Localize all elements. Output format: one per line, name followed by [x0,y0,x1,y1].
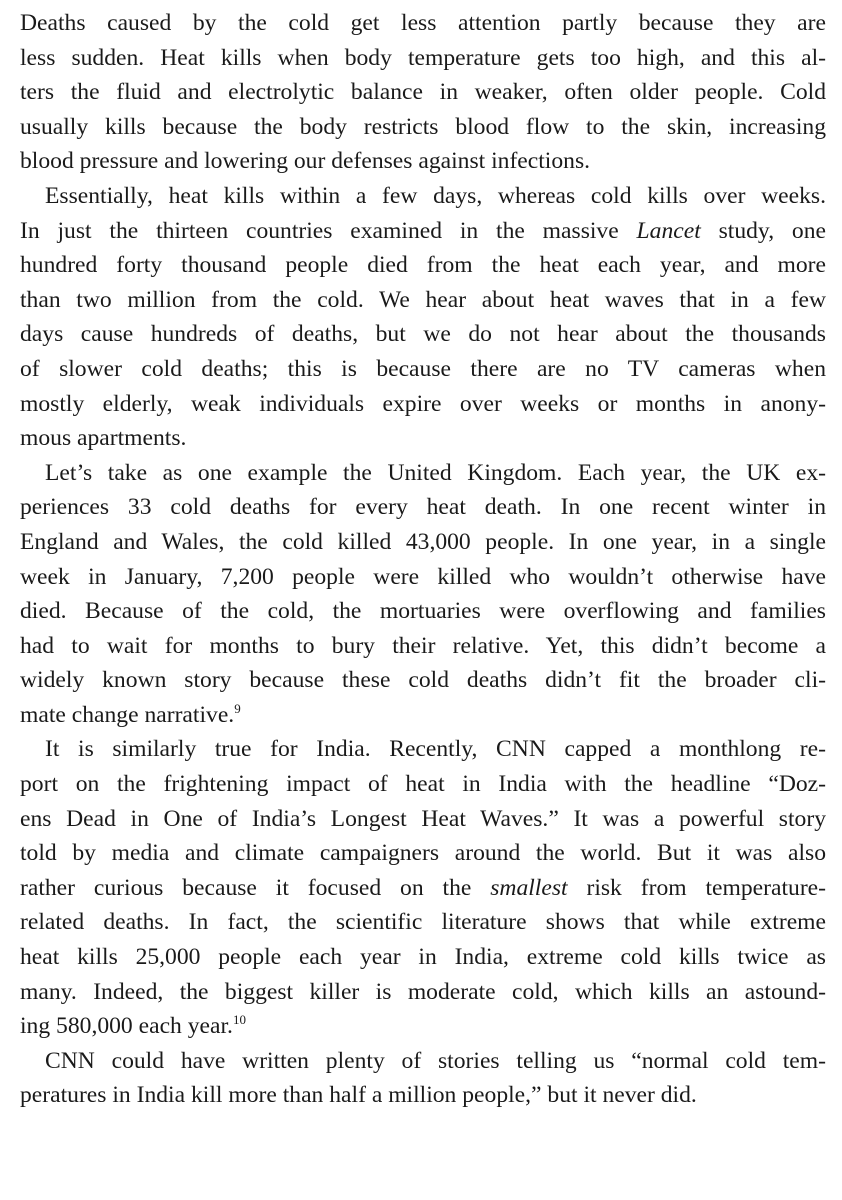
text-line: In just the thirteen countries examined in the massive Lancet study, one [20,217,826,244]
text-line: rather curious because it focused on the smallest risk from temperature- [20,874,826,901]
text-line: many. Indeed, the biggest killer is moderate cold, which kills an astound- [20,978,826,1005]
text-line: Let’s take as one example the United Kingdom. Each year, the UK ex- [45,459,826,486]
text-line-with-footnote [20,1009,826,1044]
text-line: had to wait for months to bury their relative. Yet, this didn’t become a [20,632,826,659]
text-line: ters the fluid and electrolytic balance in weaker, often older people. Cold [20,79,826,106]
text-line: Deaths caused by the cold get less attention partly because they are [20,10,826,36]
text-line: Essentially, heat kills within a few days, whereas cold kills over weeks. [45,182,826,209]
text-line: died. Because of the cold, the mortuaries were overflowing and families [20,598,826,625]
emphasis: smallest [490,874,568,901]
paragraph-heat-vs-cold [20,179,826,456]
text-line: mous apartments. [20,425,187,452]
text-line: ens Dead in One of India’s Longest Heat Waves.” It was a powerful story [20,805,826,832]
paragraph-cnn [20,1044,826,1113]
text-line: week in January, 7,200 people were killed who wouldn’t otherwise have [20,563,826,590]
text-line: widely known story because these cold deaths didn’t fit the broader cli- [20,667,826,694]
footnote-marker: 9 [234,700,241,716]
text-line: of slower cold deaths; this is because there are no TV cameras when [20,355,826,382]
text-line: than two million from the cold. We hear about heat waves that in a few [20,286,826,313]
emphasis: Lancet [636,217,701,244]
text-line: usually kills because the body restricts blood flow to the skin, increasing [20,113,826,140]
text-line: mostly elderly, weak individuals expire over weeks or months in anony- [20,390,826,417]
text-line: related deaths. In fact, the scientific literature shows that while extreme [20,909,826,936]
text-line: England and Wales, the cold killed 43,000 people. In one year, in a single [20,528,826,555]
text-line: heat kills 25,000 people each year in India, extreme cold kills twice as [20,944,826,971]
text-line: hundred forty thousand people died from the heat each year, and more [20,252,826,279]
text-line-with-footnote [20,698,826,733]
book-page [20,6,826,1113]
text-line: less sudden. Heat kills when body temperature gets too high, and this al- [20,44,826,71]
text-line: mate change narrative. [20,701,235,728]
paragraph-cold-attention [20,6,826,179]
text-line: blood pressure and lowering our defenses against infections. [20,148,591,175]
text-line: CNN could have written plenty of stories telling us “normal cold tem- [45,1047,826,1074]
text-line: told by media and climate campaigners around the world. But it was also [20,840,826,867]
text-line: ing 580,000 each year. [20,1013,233,1040]
text-line: port on the frightening impact of heat in India with the headline “Doz- [20,771,826,798]
text-line: days cause hundreds of deaths, but we do not hear about the thousands [20,321,826,348]
footnote-marker: 10 [232,1012,246,1028]
paragraph-united-kingdom [20,456,826,733]
text-line: peratures in India kill more than half a million people,” but it never did. [20,1082,697,1109]
text-line: periences 33 cold deaths for every heat death. In one recent winter in [20,494,826,521]
text-line: It is similarly true for India. Recently, CNN capped a monthlong re- [45,736,826,763]
paragraph-india [20,732,826,1043]
